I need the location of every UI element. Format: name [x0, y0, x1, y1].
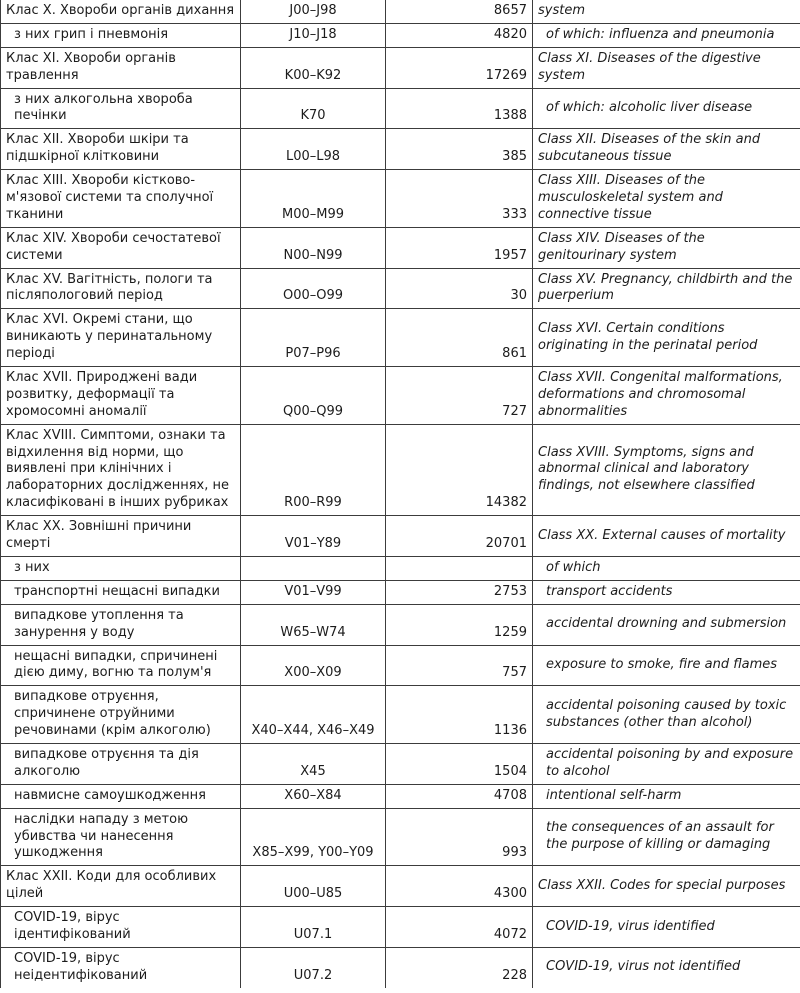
- deaths-count: 385: [386, 129, 533, 170]
- icd-code: P07–P96: [241, 309, 386, 367]
- icd-code: U00–U85: [241, 866, 386, 907]
- deaths-count: 757: [386, 645, 533, 686]
- icd-code: K70: [241, 88, 386, 129]
- cause-name-uk: з них алкогольна хвороба печінки: [1, 88, 241, 129]
- cause-name-en: system: [533, 0, 800, 23]
- cause-name-en: Class XXII. Codes for special purposes: [533, 866, 800, 907]
- cause-name-uk: наслідки нападу з метою убивства чи нанесення ушкодження: [1, 808, 241, 866]
- icd-code: O00–O99: [241, 268, 386, 309]
- cause-name-uk: з них: [1, 556, 241, 580]
- table-row: [1, 47, 800, 88]
- deaths-count: 861: [386, 309, 533, 367]
- icd-code: X85–X99, Y00–Y09: [241, 808, 386, 866]
- icd-code: L00–L98: [241, 129, 386, 170]
- table-row: [1, 784, 800, 808]
- icd-code: Q00–Q99: [241, 367, 386, 425]
- icd-code: J10–J18: [241, 23, 386, 47]
- cause-name-en: COVID-19, virus not identified: [533, 947, 800, 987]
- deaths-count: 1259: [386, 604, 533, 645]
- table-row: [1, 170, 800, 228]
- deaths-count: 228: [386, 947, 533, 987]
- icd-code: [241, 556, 386, 580]
- cause-name-en: Class XX. External causes of mortality: [533, 516, 800, 557]
- deaths-count: 727: [386, 367, 533, 425]
- icd-code: X45: [241, 743, 386, 784]
- deaths-count: 1504: [386, 743, 533, 784]
- icd-code: U07.1: [241, 907, 386, 948]
- table-row: [1, 907, 800, 948]
- cause-name-en: accidental poisoning by and exposure to alcohol: [533, 743, 800, 784]
- table-row: [1, 227, 800, 268]
- cause-name-uk: Клас XVIII. Симптоми, ознаки та відхилення від норми, що виявлені при клінічних і лабораторних дослідженнях, не класифіковані в інших рубриках: [1, 424, 241, 515]
- deaths-count: 14382: [386, 424, 533, 515]
- table-row: [1, 645, 800, 686]
- table-row: [1, 516, 800, 557]
- cause-name-en: Class XI. Diseases of the digestive system: [533, 47, 800, 88]
- cause-name-en: intentional self-harm: [533, 784, 800, 808]
- icd-code: X00–X09: [241, 645, 386, 686]
- icd-code: X40–X44, X46–X49: [241, 686, 386, 744]
- cause-name-uk: Клас XII. Хвороби шкіри та підшкірної клітковини: [1, 129, 241, 170]
- cause-name-uk: Клас XVII. Природжені вади розвитку, деформації та хромосомні аномалії: [1, 367, 241, 425]
- icd-code: X60–X84: [241, 784, 386, 808]
- cause-name-en: Class XIII. Diseases of the musculoskeletal system and connective tissue: [533, 170, 800, 228]
- cause-name-en: of which: [533, 556, 800, 580]
- deaths-count: 4300: [386, 866, 533, 907]
- icd-code: V01–V99: [241, 580, 386, 604]
- icd-code: W65–W74: [241, 604, 386, 645]
- cause-name-uk: Клас XX. Зовнішні причини смерті: [1, 516, 241, 557]
- cause-name-en: of which: influenza and pneumonia: [533, 23, 800, 47]
- icd-code: N00–N99: [241, 227, 386, 268]
- table-row: [1, 23, 800, 47]
- deaths-count: 20701: [386, 516, 533, 557]
- deaths-count: 4072: [386, 907, 533, 948]
- cause-name-uk: випадкове отруєння, спричинене отруйними речовинами (крім алкоголю): [1, 686, 241, 744]
- cause-name-uk: Клас X. Хвороби органів дихання: [1, 0, 241, 23]
- icd-code: V01–Y89: [241, 516, 386, 557]
- table-row: [1, 556, 800, 580]
- table-row: [1, 129, 800, 170]
- deaths-count: 2753: [386, 580, 533, 604]
- deaths-count: 1388: [386, 88, 533, 129]
- table-row: [1, 309, 800, 367]
- cause-name-en: the consequences of an assault for the purpose of killing or damaging: [533, 808, 800, 866]
- table-row: [1, 686, 800, 744]
- table-row: [1, 0, 800, 23]
- deaths-count: [386, 556, 533, 580]
- cause-name-uk: Клас XV. Вагітність, пологи та післяпологовий період: [1, 268, 241, 309]
- icd-code: U07.2: [241, 947, 386, 987]
- cause-name-en: COVID-19, virus identified: [533, 907, 800, 948]
- cause-name-en: accidental drowning and submersion: [533, 604, 800, 645]
- cause-name-uk: навмисне самоушкодження: [1, 784, 241, 808]
- icd-code: R00–R99: [241, 424, 386, 515]
- table-row: [1, 866, 800, 907]
- cause-name-uk: COVID-19, вірус неідентифікований: [1, 947, 241, 987]
- cause-name-en: Class XII. Diseases of the skin and subcutaneous tissue: [533, 129, 800, 170]
- deaths-count: 17269: [386, 47, 533, 88]
- deaths-count: 1136: [386, 686, 533, 744]
- deaths-count: 333: [386, 170, 533, 228]
- table-row: [1, 424, 800, 515]
- cause-name-uk: Клас XI. Хвороби органів травлення: [1, 47, 241, 88]
- table-row: [1, 604, 800, 645]
- table-body: [1, 0, 800, 988]
- cause-name-uk: з них грип і пневмонія: [1, 23, 241, 47]
- cause-name-en: Class XVII. Congenital malformations, deformations and chromosomal abnormalities: [533, 367, 800, 425]
- table-row: [1, 367, 800, 425]
- cause-name-en: Class XIV. Diseases of the genitourinary system: [533, 227, 800, 268]
- table-row: [1, 88, 800, 129]
- deaths-count: 4708: [386, 784, 533, 808]
- deaths-count: 993: [386, 808, 533, 866]
- cause-name-uk: нещасні випадки, спричинені дією диму, вогню та полум'я: [1, 645, 241, 686]
- cause-name-en: transport accidents: [533, 580, 800, 604]
- cause-name-uk: випадкове отруєння та дія алкоголю: [1, 743, 241, 784]
- cause-name-en: of which: alcoholic liver disease: [533, 88, 800, 129]
- cause-name-uk: COVID-19, вірус ідентифікований: [1, 907, 241, 948]
- deaths-count: 1957: [386, 227, 533, 268]
- deaths-count: 8657: [386, 0, 533, 23]
- cause-name-en: Class XVIII. Symptoms, signs and abnormal clinical and laboratory findings, not elsewhere classified: [533, 424, 800, 515]
- cause-name-uk: Клас XXII. Коди для особливих цілей: [1, 866, 241, 907]
- deaths-count: 4820: [386, 23, 533, 47]
- cause-name-uk: Клас XVI. Окремі стани, що виникають у перинатальному періоді: [1, 309, 241, 367]
- cause-name-en: exposure to smoke, fire and flames: [533, 645, 800, 686]
- table-row: [1, 808, 800, 866]
- table-row: [1, 743, 800, 784]
- deaths-count: 30: [386, 268, 533, 309]
- table-row: [1, 268, 800, 309]
- icd-code: M00–M99: [241, 170, 386, 228]
- table-row: [1, 580, 800, 604]
- cause-name-en: Class XV. Pregnancy, childbirth and the puerperium: [533, 268, 800, 309]
- cause-name-uk: Клас XIV. Хвороби сечостатевої системи: [1, 227, 241, 268]
- cause-name-uk: випадкове утоплення та занурення у воду: [1, 604, 241, 645]
- cause-name-uk: Клас XIII. Хвороби кістково-м'язової системи та сполучної тканини: [1, 170, 241, 228]
- icd-code: J00–J98: [241, 0, 386, 23]
- cause-name-uk: транспортні нещасні випадки: [1, 580, 241, 604]
- table-row: [1, 947, 800, 987]
- cause-name-en: accidental poisoning caused by toxic substances (other than alcohol): [533, 686, 800, 744]
- icd-code: K00–K92: [241, 47, 386, 88]
- cause-name-en: Class XVI. Certain conditions originating in the perinatal period: [533, 309, 800, 367]
